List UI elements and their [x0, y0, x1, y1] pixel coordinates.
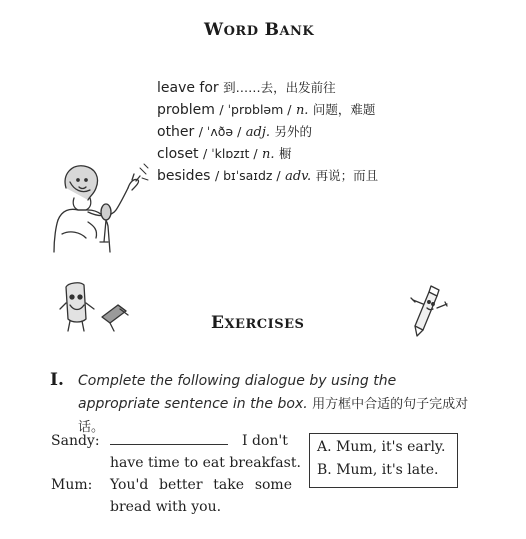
woman-speaking-illustration — [44, 160, 150, 262]
option-b: B. Mum, it's late. — [317, 462, 439, 478]
instruction-chinese: 用方框中合适的句子完成对话。 — [78, 397, 469, 435]
word-bank-item: besides / bɪˈsaɪdz / adv. 再说；而且 — [157, 168, 379, 184]
pencil-character-illustration — [409, 282, 449, 338]
word-bank-item: problem / ˈprɒbləm / n. 问题，难题 — [157, 102, 376, 118]
dialogue-line: You'd better take some — [110, 477, 292, 493]
dialogue-speaker: Sandy: — [51, 433, 100, 449]
word-bank-list — [157, 77, 378, 187]
word-bank-item: closet / ˈklɒzɪt / n. 橱 — [157, 146, 292, 162]
dialogue-speaker: Mum: — [51, 477, 93, 493]
cartoon-pencil-characters-illustration — [58, 279, 132, 335]
dialogue-line: bread with you. — [110, 499, 222, 515]
options-box — [309, 433, 458, 488]
word-bank-title: WORD BANK — [204, 20, 315, 40]
dialogue-line: I don't — [110, 429, 288, 453]
instruction-english: Complete the following dialogue by using the appropriate sentence in the box. — [78, 373, 397, 412]
exercises-title: EXERCISES — [211, 313, 305, 333]
option-a: A. Mum, it's early. — [317, 439, 446, 455]
answer-blank[interactable] — [110, 430, 228, 445]
dialogue-line: have time to eat breakfast. — [110, 455, 301, 471]
exercise-number: I. — [50, 370, 64, 390]
word-bank-item: leave for 到……去，出发前往 — [157, 80, 336, 96]
word-bank-item: other / ˈʌðə / adj. 另外的 — [157, 124, 312, 140]
